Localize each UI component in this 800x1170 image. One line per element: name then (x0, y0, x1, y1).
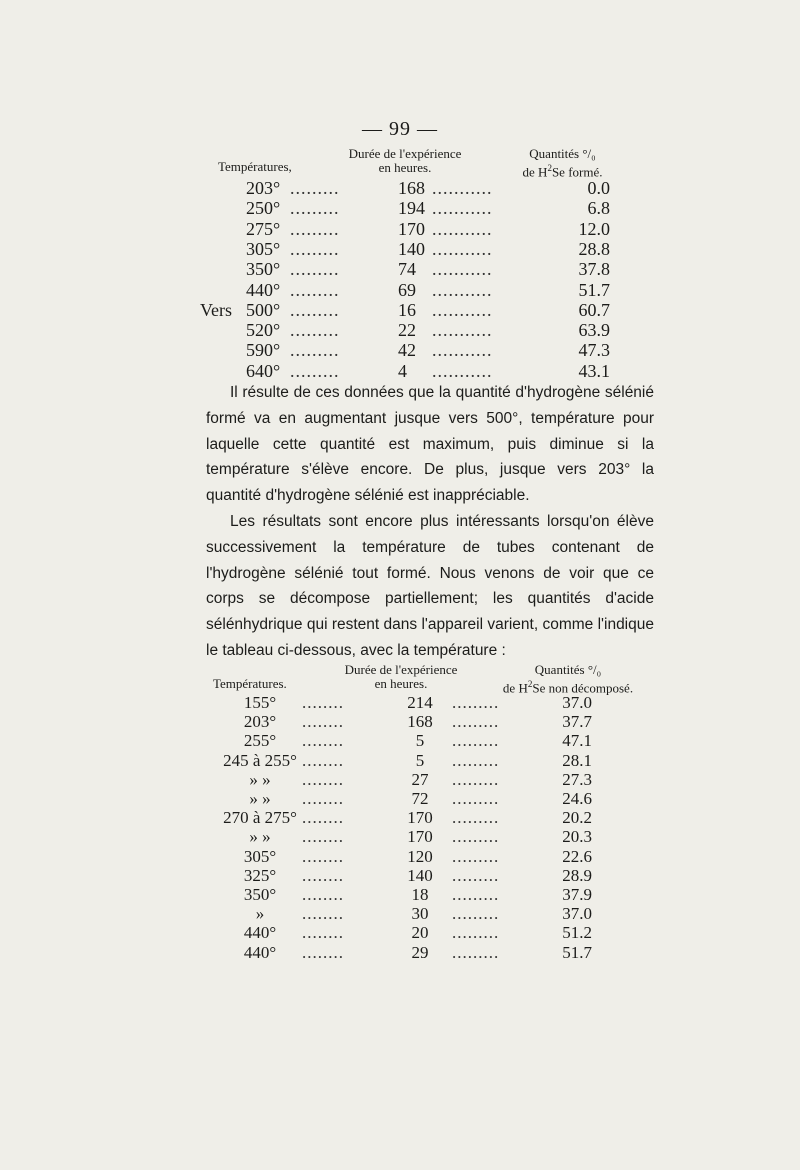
leader-dots: ......... (290, 299, 340, 320)
quantity-cell: 37.9 (562, 885, 592, 904)
leader-dots: ......... (290, 340, 340, 361)
leader-dots: ......... (290, 218, 340, 239)
temperature-cell: 350° (246, 259, 281, 280)
table-row (0, 178, 800, 200)
duration-cell: 170 (398, 218, 425, 239)
leader-dots: ......... (290, 198, 340, 219)
table1-header-temperature: Températures, (218, 159, 292, 174)
duration-cell: 18 (411, 885, 429, 904)
duration-cell: 140 (407, 865, 433, 885)
duration-cell: 42 (398, 340, 416, 361)
leader-dots: ......... (452, 904, 500, 924)
table-row (0, 340, 800, 362)
duration-cell: 170 (407, 827, 433, 847)
duration-cell: 4 (398, 360, 407, 381)
temperature-cell: 440° (243, 923, 277, 943)
table-row (0, 219, 800, 241)
table-row (0, 943, 800, 965)
temperature-cell: 590° (246, 340, 281, 361)
quantity-cell: 43.1 (578, 360, 610, 381)
temperature-cell: 500° (246, 299, 281, 320)
table2-header-duration (326, 663, 476, 691)
leader-dots: ......... (452, 885, 500, 904)
temperature-cell: 640° (246, 360, 281, 381)
table1-header-duration-line2: en heures. (378, 160, 432, 175)
duration-cell: 72 (411, 789, 429, 808)
quantity-cell: 24.6 (562, 789, 592, 808)
leader-dots: ......... (452, 923, 500, 943)
duration-cell: 120 (407, 846, 433, 866)
leader-dots: ........ (302, 808, 344, 828)
row-prefix: Vers (200, 299, 232, 320)
quantity-cell: 27.3 (562, 769, 592, 789)
temperature-cell: 250° (246, 198, 281, 219)
leader-dots: ......... (452, 865, 500, 885)
leader-dots: ........ (302, 923, 344, 943)
table1-header-quantity (510, 147, 615, 179)
temperature-cell: » » (249, 789, 271, 808)
quantity-cell: 28.1 (562, 750, 592, 770)
temperature-cell: 203° (246, 178, 281, 198)
duration-cell: 30 (411, 904, 429, 924)
leader-dots: ......... (290, 238, 340, 259)
leader-dots: ......... (452, 750, 500, 770)
leader-dots: ......... (452, 712, 500, 732)
temperature-cell: 350° (243, 885, 277, 904)
leader-dots: ........... (432, 198, 493, 219)
quantity-cell: 12.0 (578, 218, 610, 239)
duration-cell: 20 (411, 923, 429, 943)
leader-dots: ......... (452, 808, 500, 828)
quantity-cell: 28.8 (578, 238, 610, 259)
leader-dots: ......... (452, 789, 500, 808)
table2-header-quantity-line2: de $H^2Se$ non décomposé. (502, 679, 634, 696)
quantity-cell: 22.6 (562, 846, 592, 866)
leader-dots: ......... (452, 827, 500, 847)
temperature-cell: » » (249, 827, 271, 847)
duration-cell: 194 (398, 198, 425, 219)
leader-dots: ........ (302, 846, 344, 866)
table-row (0, 239, 800, 261)
leader-dots: ......... (452, 769, 500, 789)
duration-cell: 168 (407, 712, 433, 732)
duration-cell: 16 (398, 299, 416, 320)
quantity-cell: 51.7 (562, 942, 592, 962)
leader-dots: ........... (432, 340, 493, 361)
leader-dots: ........... (432, 178, 493, 198)
quantity-cell: 37.0 (562, 904, 592, 924)
table1-header-quantity-line2: de $H^2Se$ formé. (522, 163, 603, 180)
duration-cell: 74 (398, 259, 416, 280)
temperature-cell: 155° (243, 693, 277, 712)
leader-dots: ........ (302, 712, 344, 732)
duration-cell: 214 (407, 693, 433, 712)
quantity-cell: 20.3 (562, 827, 592, 847)
duration-cell: 140 (398, 238, 425, 259)
temperature-cell: 440° (243, 942, 277, 962)
leader-dots: ......... (290, 320, 340, 341)
temperature-cell: 275° (246, 218, 281, 239)
temperature-cell: 270 à 275° (223, 808, 297, 828)
temperature-cell: 305° (243, 846, 277, 866)
leader-dots: ......... (290, 259, 340, 280)
leader-dots: ........... (432, 279, 493, 300)
table2-header-quantity (493, 663, 643, 695)
leader-dots: ........... (432, 320, 493, 341)
leader-dots: ........ (302, 885, 344, 904)
leader-dots: ......... (290, 360, 340, 381)
temperature-cell: » » (249, 769, 271, 789)
table1-header-quantity-line1: Quantités °/₀ (529, 146, 596, 161)
table-row (0, 259, 800, 281)
leader-dots: ......... (290, 178, 340, 198)
temperature-cell: 305° (246, 238, 281, 259)
leader-dots: ........ (302, 827, 344, 847)
quantity-cell: 47.1 (562, 731, 592, 751)
quantity-cell: 63.9 (578, 320, 610, 341)
table-row (0, 320, 800, 342)
leader-dots: ........ (302, 731, 344, 751)
temperature-cell: 520° (246, 320, 281, 341)
leader-dots: ........... (432, 360, 493, 381)
leader-dots: ......... (452, 693, 500, 712)
paragraph-1: Il résulte de ces données que la quantité d'hydrogène sélénié formé va en augmentant jusque vers 500°, température pour laquelle cette quantité est maximum, puis diminue si la température s'élève encore. De plus, jusque vers 203° la quantité d'hydrogène sélénié est inappréciable. (206, 384, 654, 505)
leader-dots: ........ (302, 904, 344, 924)
temperature-cell: 203° (243, 712, 277, 732)
duration-cell: 29 (411, 942, 429, 962)
quantity-cell: 0.0 (587, 178, 610, 198)
quantity-cell: 51.7 (578, 279, 610, 300)
leader-dots: ........ (302, 942, 344, 962)
quantity-cell: 51.2 (562, 923, 592, 943)
leader-dots: ........ (302, 750, 344, 770)
leader-dots: ........ (302, 789, 344, 808)
temperature-cell: 325° (243, 865, 277, 885)
temperature-cell: 440° (246, 279, 281, 300)
quantity-cell: 37.7 (562, 712, 592, 732)
leader-dots: ........... (432, 218, 493, 239)
quantity-cell: 28.9 (562, 865, 592, 885)
quantity-cell: 60.7 (578, 299, 610, 320)
temperature-cell: 255° (243, 731, 277, 751)
leader-dots: ........... (432, 299, 493, 320)
duration-cell: 5 (415, 750, 425, 770)
duration-cell: 69 (398, 279, 416, 300)
table-row (0, 198, 800, 220)
leader-dots: ......... (452, 942, 500, 962)
duration-cell: 170 (407, 808, 433, 828)
table2-header-duration-line1: Durée de l'expérience (344, 662, 458, 677)
table2-header-quantity-line1: Quantités °/₀ (534, 662, 602, 677)
duration-cell: 22 (398, 320, 416, 341)
temperature-cell: » (255, 904, 265, 924)
quantity-cell: 37.8 (578, 259, 610, 280)
table2-header-duration-line2: en heures. (374, 676, 428, 691)
table1-header-duration-line1: Durée de l'expérience (348, 146, 462, 161)
leader-dots: ........ (302, 769, 344, 789)
leader-dots: ........ (302, 693, 344, 712)
table-row (0, 300, 800, 322)
table1-header-duration (330, 147, 480, 175)
leader-dots: ......... (452, 846, 500, 866)
quantity-cell: 20.2 (562, 808, 592, 828)
body-text (206, 380, 654, 664)
table2-header-temperature: Températures. (213, 676, 287, 691)
quantity-cell: 47.3 (578, 340, 610, 361)
leader-dots: ........ (302, 865, 344, 885)
temperature-cell: 245 à 255° (223, 750, 297, 770)
leader-dots: ........... (432, 238, 493, 259)
paragraph-2: Les résultats sont encore plus intéressants lorsqu'on élève successivement la température de tubes contenant de l'hydrogène sélénié tout formé. Nous venons de voir que ce corps se décompose partiellement; les quantités d'acide sélénhydrique qui restent dans l'appareil varient, comme l'indique le tableau ci-dessous, avec la température : (206, 512, 654, 659)
leader-dots: ......... (290, 279, 340, 300)
quantity-cell: 37.0 (562, 693, 592, 712)
duration-cell: 5 (415, 731, 425, 751)
leader-dots: ........... (432, 259, 493, 280)
page-number: — 99 — (362, 118, 438, 140)
quantity-cell: 6.8 (587, 198, 610, 219)
table-row (0, 280, 800, 302)
duration-cell: 168 (398, 178, 425, 198)
duration-cell: 27 (411, 769, 429, 789)
leader-dots: ......... (452, 731, 500, 751)
